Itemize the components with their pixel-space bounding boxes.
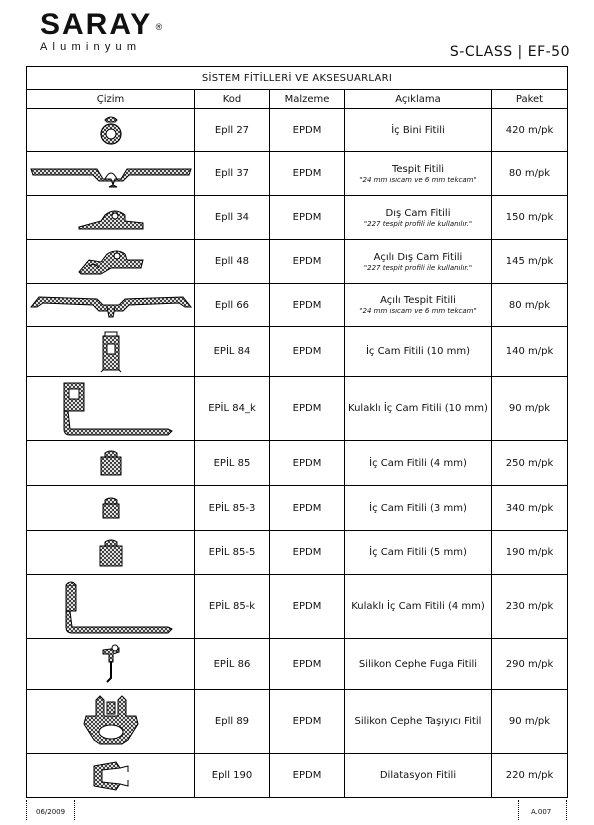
wing-seal-icon [27, 159, 194, 189]
row-code: EPİL 86 [195, 639, 270, 690]
row-note: "24 mm ısıcam ve 6 mm tekcam" [359, 175, 477, 184]
table-title: SİSTEM FİTİLLERİ VE AKSESUARLARI [27, 67, 568, 90]
row-package: 290 m/pk [492, 639, 568, 690]
registered-mark: ® [155, 22, 165, 32]
row-material: EPDM [270, 486, 345, 531]
footer-divider [74, 800, 75, 820]
accessories-table [26, 66, 568, 798]
row-description: Kulaklı İç Cam Fitili (4 mm) [351, 601, 485, 612]
row-package: 340 m/pk [492, 486, 568, 531]
row-note: "24 mm ısıcam ve 6 mm tekcam" [359, 307, 477, 315]
brand-logo [40, 8, 165, 54]
small-glass-gasket-icon [27, 447, 194, 479]
row-material: EPDM [270, 327, 345, 377]
row-material: EPDM [270, 196, 345, 240]
row-code: Epll 89 [195, 690, 270, 754]
row-code: Epll 27 [195, 109, 270, 152]
table-row [27, 152, 568, 196]
row-material: EPDM [270, 377, 345, 441]
table-row [27, 284, 568, 327]
row-code: EPİL 85-3 [195, 486, 270, 531]
row-note: "227 tespit profili ile kullanılır." [363, 219, 473, 228]
table-row [27, 377, 568, 441]
row-description: Açılı Tespit Fitili [380, 295, 456, 306]
angled-wing-seal-icon [27, 289, 194, 321]
footer-divider [566, 800, 567, 820]
table-row [27, 486, 568, 531]
facade-joint-seal-icon [27, 642, 194, 686]
row-description: Silikon Cephe Taşıyıcı Fitil [354, 716, 482, 727]
footer-divider [26, 800, 27, 820]
expansion-seal-icon [27, 758, 194, 794]
header-code: Kod [195, 90, 270, 109]
header-package: Paket [492, 90, 568, 109]
row-material: EPDM [270, 690, 345, 754]
row-description: İç Cam Fitili (4 mm) [369, 457, 467, 469]
row-material: EPDM [270, 441, 345, 486]
row-code: EPİL 84_k [195, 377, 270, 441]
row-package: 90 m/pk [492, 690, 568, 754]
row-description: Silikon Cephe Fuga Fitili [358, 658, 478, 670]
table-row [27, 575, 568, 639]
model-name: S-CLASS | EF-50 [449, 44, 570, 60]
table-row [27, 441, 568, 486]
brand-name: SARAY ® [40, 8, 165, 41]
table-row [27, 327, 568, 377]
row-package: 145 m/pk [492, 240, 568, 284]
row-material: EPDM [270, 284, 345, 327]
row-material: EPDM [270, 152, 345, 196]
row-package: 220 m/pk [492, 754, 568, 798]
row-material: EPDM [270, 639, 345, 690]
row-package: 140 m/pk [492, 327, 568, 377]
header-material: Malzeme [270, 90, 345, 109]
table-row [27, 639, 568, 690]
row-package: 420 m/pk [492, 109, 568, 152]
row-package: 190 m/pk [492, 531, 568, 575]
row-package: 90 m/pk [492, 377, 568, 441]
row-material: EPDM [270, 240, 345, 284]
row-package: 250 m/pk [492, 441, 568, 486]
row-material: EPDM [270, 109, 345, 152]
row-material: EPDM [270, 575, 345, 639]
row-description: İç Bini Fitili [391, 124, 445, 136]
tall-glass-gasket-icon [27, 330, 194, 374]
medium-glass-gasket-icon [27, 536, 194, 570]
row-description: Açılı Dış Cam Fitili [373, 251, 463, 263]
row-description: Dış Cam Fitili [385, 207, 451, 219]
row-package: 80 m/pk [492, 284, 568, 327]
row-code: EPİL 85 [195, 441, 270, 486]
row-description: Tespit Fitili [391, 163, 445, 175]
brand-subtitle: Aluminyum [40, 41, 142, 53]
row-description: Kulaklı İç Cam Fitili (10 mm) [348, 403, 488, 414]
row-code: Epll 37 [195, 152, 270, 196]
row-note: "227 tespit profili ile kullanılır." [363, 263, 473, 272]
table-row [27, 754, 568, 798]
row-code: EPİL 85-k [195, 575, 270, 639]
angled-glass-seal-icon [27, 246, 194, 278]
table-row [27, 690, 568, 754]
row-description: İç Cam Fitili (10 mm) [365, 346, 471, 357]
small-glass-gasket-icon [27, 492, 194, 524]
table-row [27, 196, 568, 240]
row-code: Epll 190 [195, 754, 270, 798]
table-row [27, 531, 568, 575]
row-description: İç Cam Fitili (3 mm) [369, 502, 467, 514]
row-description: Dilatasyon Fitili [379, 770, 457, 781]
row-code: EPİL 84 [195, 327, 270, 377]
row-description: İç Cam Fitili (5 mm) [369, 547, 467, 558]
row-code: Epll 48 [195, 240, 270, 284]
row-code: Epll 34 [195, 196, 270, 240]
row-material: EPDM [270, 754, 345, 798]
glass-seal-icon [27, 203, 194, 233]
header-drawing: Çizim [27, 90, 195, 109]
row-package: 230 m/pk [492, 575, 568, 639]
row-package: 150 m/pk [492, 196, 568, 240]
eared-small-gasket-icon [27, 577, 194, 637]
header-description: Açıklama [345, 90, 492, 109]
table-row [27, 240, 568, 284]
row-material: EPDM [270, 531, 345, 575]
table-row [27, 109, 568, 152]
row-package: 80 m/pk [492, 152, 568, 196]
footer-date: 06/2009 [36, 808, 66, 816]
row-code: Epll 66 [195, 284, 270, 327]
facade-carrier-seal-icon [27, 694, 194, 750]
round-gasket-icon [27, 112, 194, 148]
eared-glass-gasket-icon [27, 379, 194, 439]
footer-page-number: A.007 [531, 808, 552, 816]
row-code: EPİL 85-5 [195, 531, 270, 575]
footer-divider [518, 800, 519, 820]
